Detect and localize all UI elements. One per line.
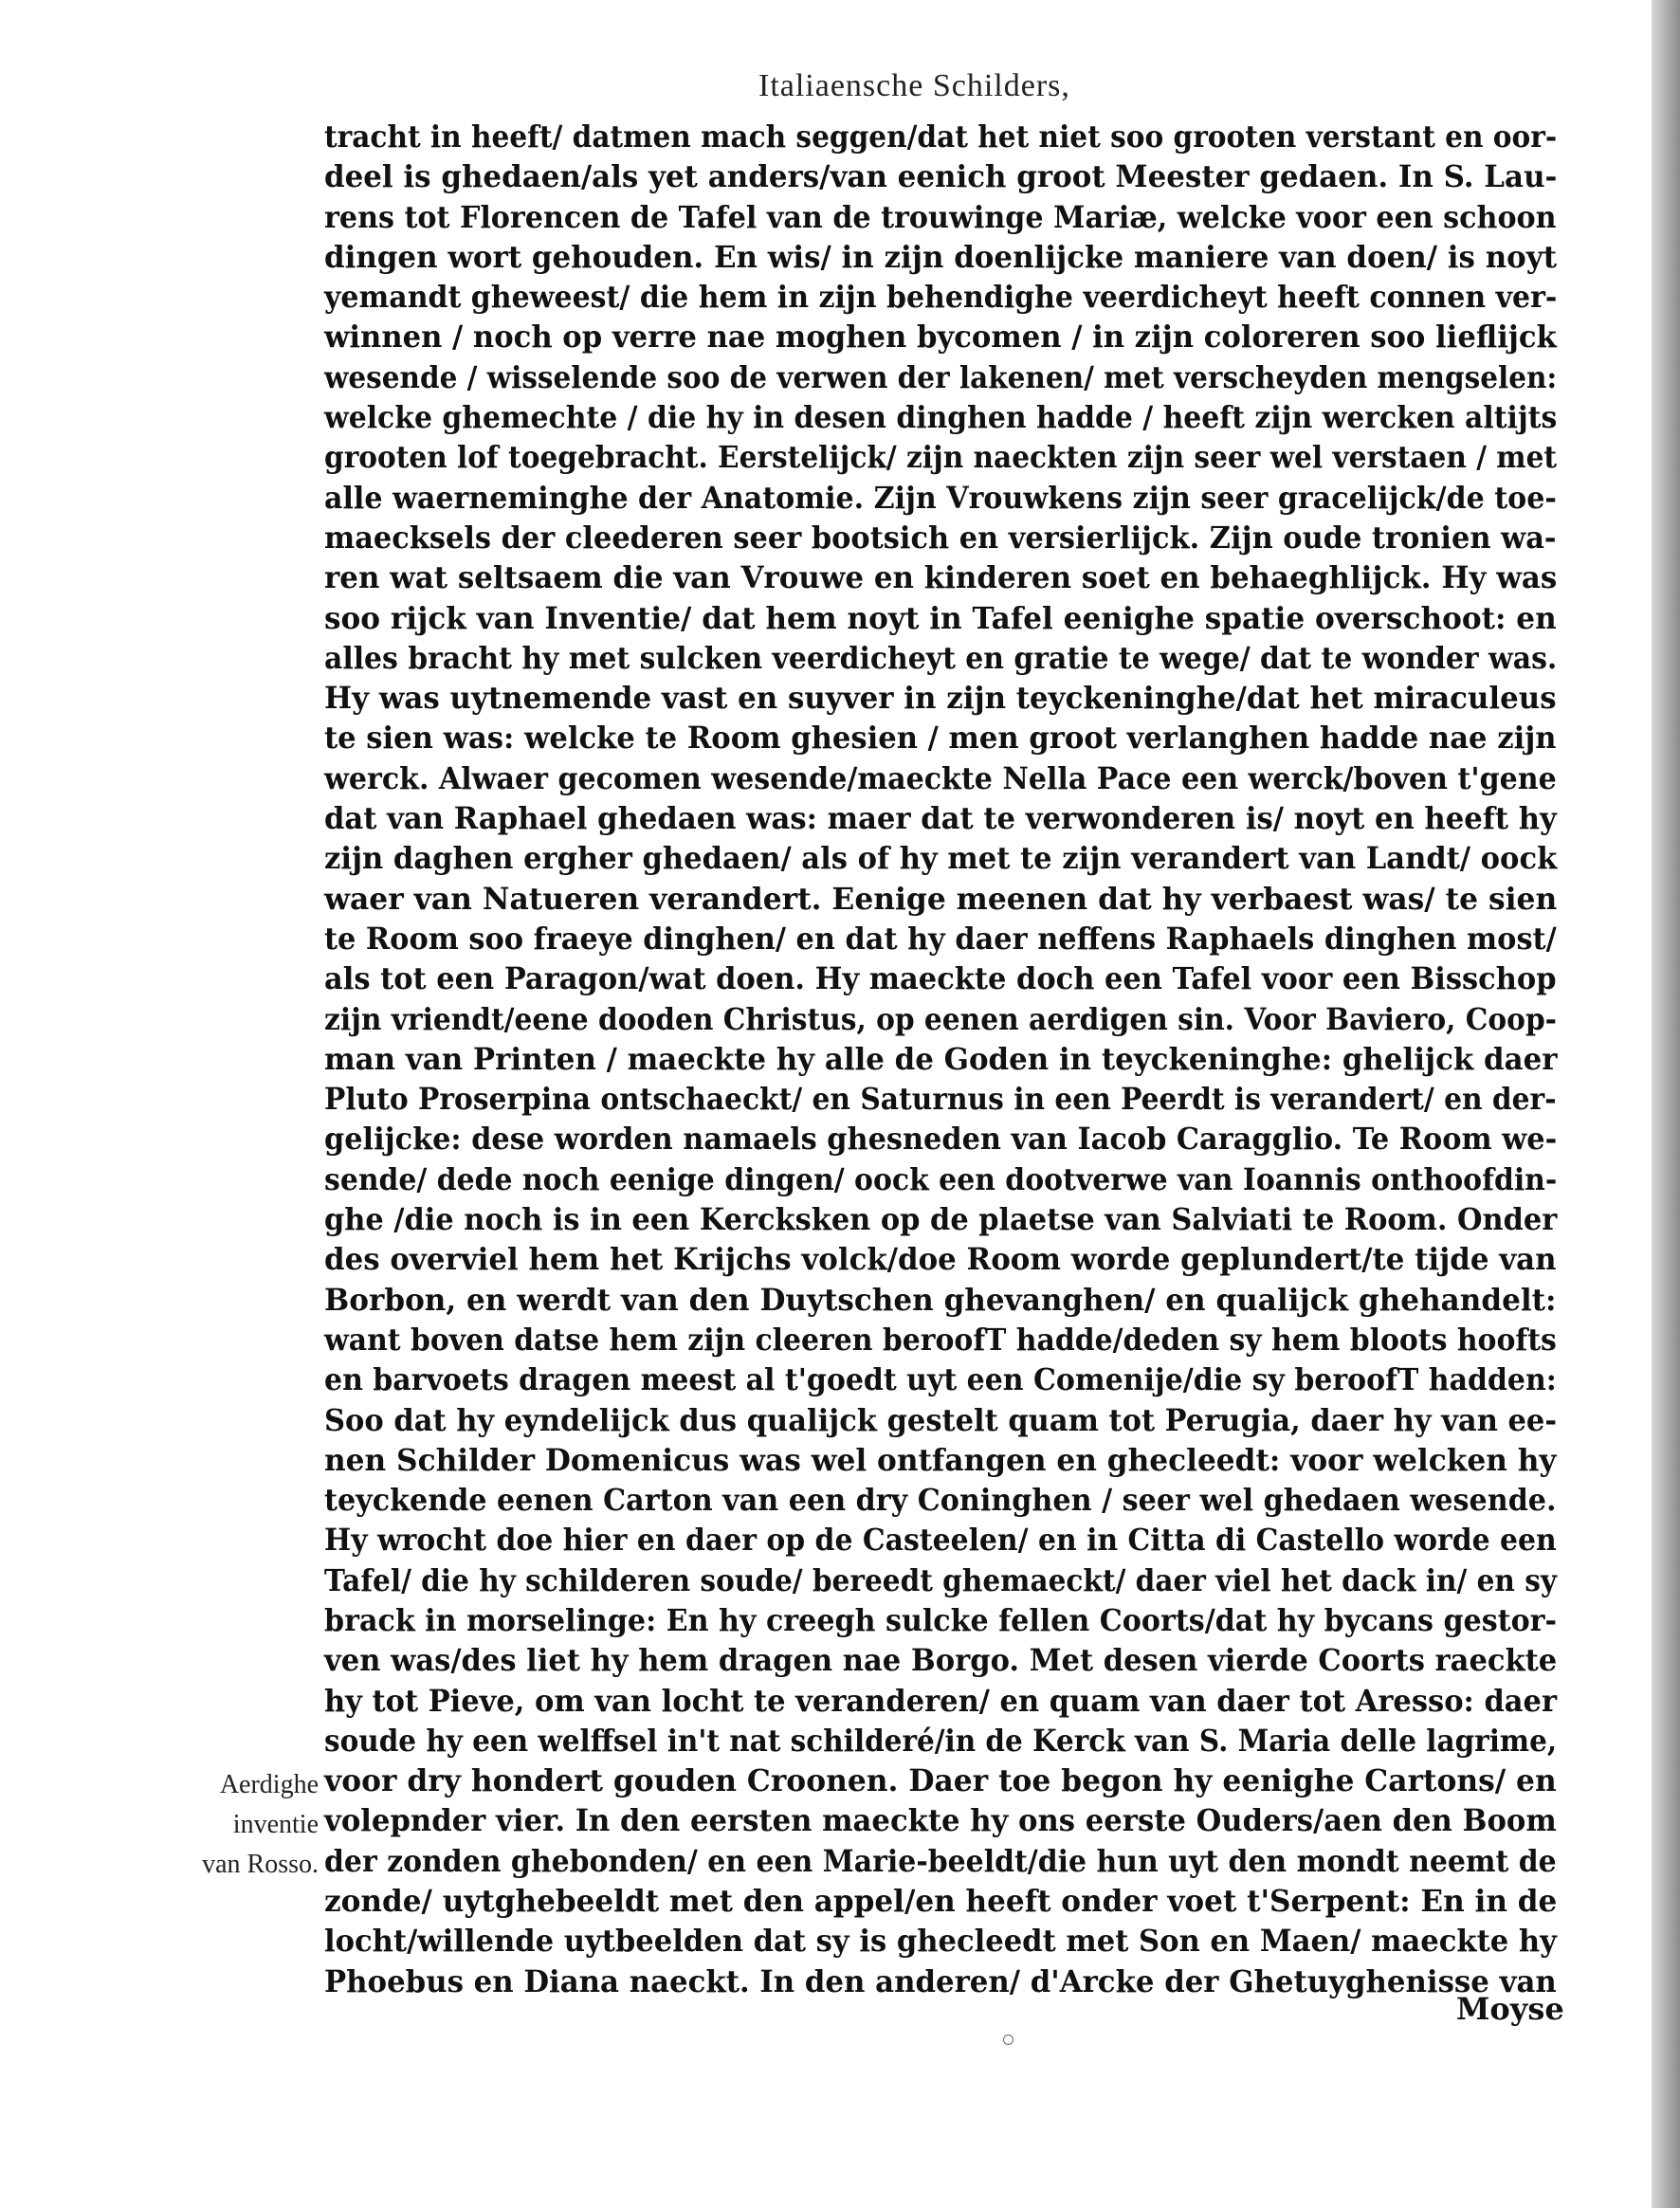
marginal-note-line: van Rosso. xyxy=(202,1850,319,1879)
text-line: winnen / noch op verre nae moghen bycomen / in zijn coloreren soo lieflijck xyxy=(324,319,1557,356)
text-line: yemandt gheweest/ die hem in zijn behendighe veerdicheyt heeft connen ver- xyxy=(324,280,1558,316)
text-line: sende/ dede noch eenige dingen/ oock een dootverwe van Ioannis onthoofdin- xyxy=(324,1161,1558,1197)
text-line: teyckende eenen Carton van een dry Coninghen / seer wel ghedaen wesende. xyxy=(324,1483,1557,1519)
text-line: grooten lof toegebracht. Eerstelijck/ zijn naeckten zijn seer wel verstaen / met xyxy=(324,440,1558,476)
page-mark-circle xyxy=(1003,2035,1013,2045)
text-line: waer van Natueren verandert. Eenige meenen dat hy verbaest was/ te sien xyxy=(324,881,1558,917)
text-line: nen Schilder Domenicus was wel ontfangen en ghecleedt: voor welcken hy xyxy=(324,1442,1557,1478)
text-line: Hy wrocht doe hier en daer op de Casteelen/ en in Citta di Castello worde een xyxy=(324,1523,1557,1559)
text-line: gelijcke: dese worden namaels ghesneden van Iacob Caragglio. Te Room we- xyxy=(324,1122,1558,1158)
text-line: locht/willende uytbeelden dat sy is ghecleedt met Son en Maen/ maeckte hy xyxy=(324,1924,1557,1960)
text-line: Soo dat hy eyndelijck dus qualijck gestelt quam tot Perugia, daer hy van ee- xyxy=(324,1402,1557,1438)
text-line: zijn daghen ergher ghedaen/ als of hy met te zijn verandert van Landt/ oock xyxy=(324,841,1558,877)
text-line: en barvoets dragen meest al t'goedt uyt een Comenije/die sy beroofT hadden: xyxy=(324,1362,1557,1398)
text-line: Borbon, en werdt van den Duytschen ghevanghen/ en qualijck ghehandelt: xyxy=(324,1282,1557,1318)
text-line: zonde/ uytghebeeldt met den appel/en heeft onder voet t'Serpent: En in de xyxy=(324,1884,1558,1920)
text-line: werck. Alwaer gecomen wesende/maeckte Nella Pace een werck/boven t'gene xyxy=(324,760,1557,796)
text-line: deel is ghedaen/als yet anders/van eenich groot Meester gedaen. In S. Lau- xyxy=(324,159,1558,195)
text-line: tracht in heeft/ datmen mach seggen/dat het niet soo grooten verstant en oor- xyxy=(324,119,1558,155)
text-line: ren wat seltsaem die van Vrouwe en kinderen soet en behaeghlijck. Hy was xyxy=(324,560,1558,596)
marginal-note xyxy=(157,1765,319,1885)
catchword: Moyse xyxy=(1456,1991,1564,2027)
running-header: Italiaensche Schilders, xyxy=(758,68,1070,103)
text-line: zijn vriendt/eene dooden Christus, op eenen aerdigen sin. Voor Baviero, Coop- xyxy=(324,1001,1557,1037)
text-line: voor dry hondert gouden Croonen. Daer toe begon hy eenighe Cartons/ en xyxy=(324,1763,1557,1799)
marginal-note-line: inventie xyxy=(232,1810,319,1839)
marginal-note-line: Aerdighe xyxy=(219,1770,319,1799)
text-line: welcke ghemechte / die hy in desen dinghen hadde / heeft zijn wercken altijts xyxy=(324,400,1558,436)
text-line: alle waerneminghe der Anatomie. Zijn Vrouwkens zijn seer gracelijck/de toe- xyxy=(324,480,1557,516)
body-text xyxy=(324,118,1566,2002)
text-line: soo rijck van Inventie/ dat hem noyt in Tafel eenighe spatie overschoot: en xyxy=(324,600,1557,636)
text-line: alles bracht hy met sulcken veerdicheyt en gratie te wege/ dat te wonder was. xyxy=(324,640,1558,676)
text-line: te Room soo fraeye dinghen/ en dat hy daer neffens Raphaels dinghen most/ xyxy=(324,921,1557,957)
text-line: als tot een Paragon/wat doen. Hy maeckte doch een Tafel voor een Bisschop xyxy=(324,961,1557,997)
text-line: brack in morselinge: En hy creegh sulcke fellen Coorts/dat hy bycans gestor- xyxy=(324,1602,1558,1638)
text-line: dingen wort gehouden. En wis/ in zijn doenlijcke maniere van doen/ is noyt xyxy=(324,239,1558,275)
text-line: Hy was uytnemende vast en suyver in zijn teyckeninghe/dat het miraculeus xyxy=(324,681,1557,717)
text-line: volepnder vier. In den eersten maeckte hy ons eerste Ouders/aen den Boom xyxy=(324,1803,1557,1839)
text-line: rens tot Florencen de Tafel van de trouwinge Mariæ, welcke voor een schoon xyxy=(324,199,1557,235)
text-line: te sien was: welcke te Room ghesien / men groot verlanghen hadde nae zijn xyxy=(324,721,1557,757)
text-line: soude hy een welffsel in't nat schilderé/in de Kerck van S. Maria delle lagrime, xyxy=(324,1723,1558,1759)
page-edge-shadow xyxy=(1652,0,1680,2208)
text-line: des overviel hem het Krijchs volck/doe Room worde geplundert/te tijde van xyxy=(324,1242,1557,1278)
text-line: Pluto Proserpina ontschaeckt/ en Saturnus in een Peerdt is verandert/ en der- xyxy=(324,1082,1557,1118)
text-line: hy tot Pieve, om van locht te veranderen/ en quam van daer tot Aresso: daer xyxy=(324,1683,1558,1719)
text-line: want boven datse hem zijn cleeren beroofT hadde/deden sy hem bloots hoofts xyxy=(324,1322,1557,1358)
text-line: Tafel/ die hy schilderen soude/ bereedt ghemaeckt/ daer viel het dack in/ en sy xyxy=(324,1562,1558,1598)
text-line: ghe /die noch is in een Kercksken op de plaetse van Salviati te Room. Onder xyxy=(324,1202,1558,1238)
text-line: ven was/des liet hy hem dragen nae Borgo. Met desen vierde Coorts raeckte xyxy=(324,1643,1558,1679)
text-line: man van Printen / maeckte hy alle de Goden in teyckeninghe: ghelijck daer xyxy=(324,1041,1558,1077)
text-line: maecksels der cleederen seer bootsich en versierlijck. Zijn oude tronien wa- xyxy=(324,520,1557,556)
text-line: dat van Raphael ghedaen was: maer dat te verwonderen is/ noyt en heeft hy xyxy=(324,801,1557,837)
text-line: der zonden ghebonden/ en een Marie-beeldt/die hun uyt den mondt neemt de xyxy=(324,1843,1557,1879)
text-line: Phoebus en Diana naeckt. In den anderen/ d'Arcke der Ghetuyghenisse van xyxy=(324,1963,1557,1999)
text-line: wesende / wisselende soo de verwen der lakenen/ met verscheyden mengselen: xyxy=(324,359,1558,395)
